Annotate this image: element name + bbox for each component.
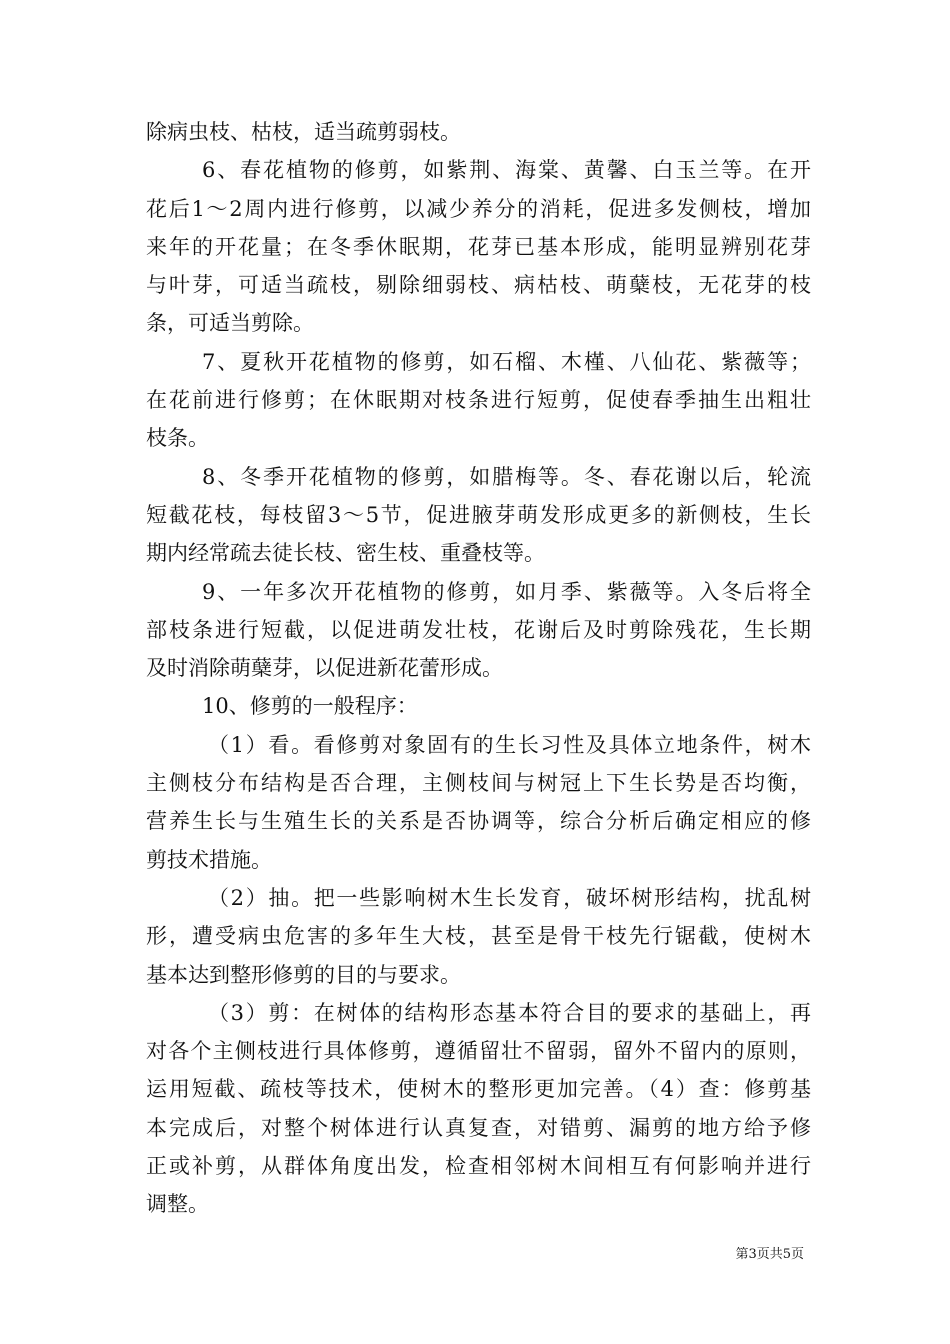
text-line: （2）抽。把一些影响树木生长发育，破坏树形结构，扰乱树 [208,885,811,910]
text-line: 除病虫枝、枯枝，适当疏剪弱枝。 [146,120,461,144]
text-line: 部枝条进行短截，以促进萌发壮枝，花谢后及时剪除残花，生长期 [146,617,811,642]
text-line: 条，可适当剪除。 [146,311,314,336]
text-line: 在花前进行修剪；在休眠期对枝条进行短剪，促使春季抽生出粗壮 [146,388,811,413]
text-line: 10、修剪的一般程序： [202,694,418,719]
text-line: 8、冬季开花植物的修剪，如腊梅等。冬、春花谢以后，轮流 [202,464,811,489]
text-line: 正或补剪，从群体角度出发，检查相邻树木间相互有何影响并进行 [146,1154,811,1179]
text-line: 及时消除萌蘖芽，以促进新花蕾形成。 [146,656,503,681]
text-line: 9、一年多次开花植物的修剪，如月季、紫薇等。入冬后将全 [202,579,811,604]
text-line: （1）看。看修剪对象固有的生长习性及具体立地条件，树木 [208,732,811,757]
text-line: 形，遭受病虫危害的多年生大枝，甚至是骨干枝先行锯截，使树木 [146,924,811,949]
page-number: 第3页共5页 [735,1247,804,1262]
text-line: 枝条。 [146,426,209,451]
text-line: 运用短截、疏枝等技术，使树木的整形更加完善。（4）查：修剪基 [146,1077,811,1102]
text-line: 来年的开花量；在冬季休眠期，花芽已基本形成，能明显辨别花芽 [146,234,811,259]
text-line: 对各个主侧枝进行具体修剪，遵循留壮不留弱，留外不留内的原则， [146,1039,811,1064]
text-line: 短截花枝，每枝留3～5节，促进腋芽萌发形成更多的新侧枝，生长 [146,502,811,527]
text-line: 调整。 [146,1192,209,1217]
text-line: 本完成后，对整个树体进行认真复查，对错剪、漏剪的地方给予修 [146,1115,811,1140]
text-line: 基本达到整形修剪的目的与要求。 [146,962,461,987]
text-line: 花后1～2周内进行修剪，以减少养分的消耗，促进多发侧枝，增加 [146,196,811,221]
document-body [146,113,811,1224]
text-line: 7、夏秋开花植物的修剪，如石榴、木槿、八仙花、紫薇等； [202,349,811,374]
text-line: 期内经常疏去徒长枝、密生枝、重叠枝等。 [146,541,545,566]
text-line: 营养生长与生殖生长的关系是否协调等，综合分析后确定相应的修 [146,809,811,834]
text-line: 主侧枝分布结构是否合理，主侧枝间与树冠上下生长势是否均衡， [146,771,811,796]
text-line: （3）剪：在树体的结构形态基本符合目的要求的基础上，再 [208,1000,811,1025]
text-line: 与叶芽，可适当疏枝，剔除细弱枝、病枯枝、萌蘖枝，无花芽的枝 [146,273,811,298]
text-line: 剪技术措施。 [146,847,272,872]
text-line: 6、春花植物的修剪，如紫荆、海棠、黄馨、白玉兰等。在开 [202,158,811,183]
